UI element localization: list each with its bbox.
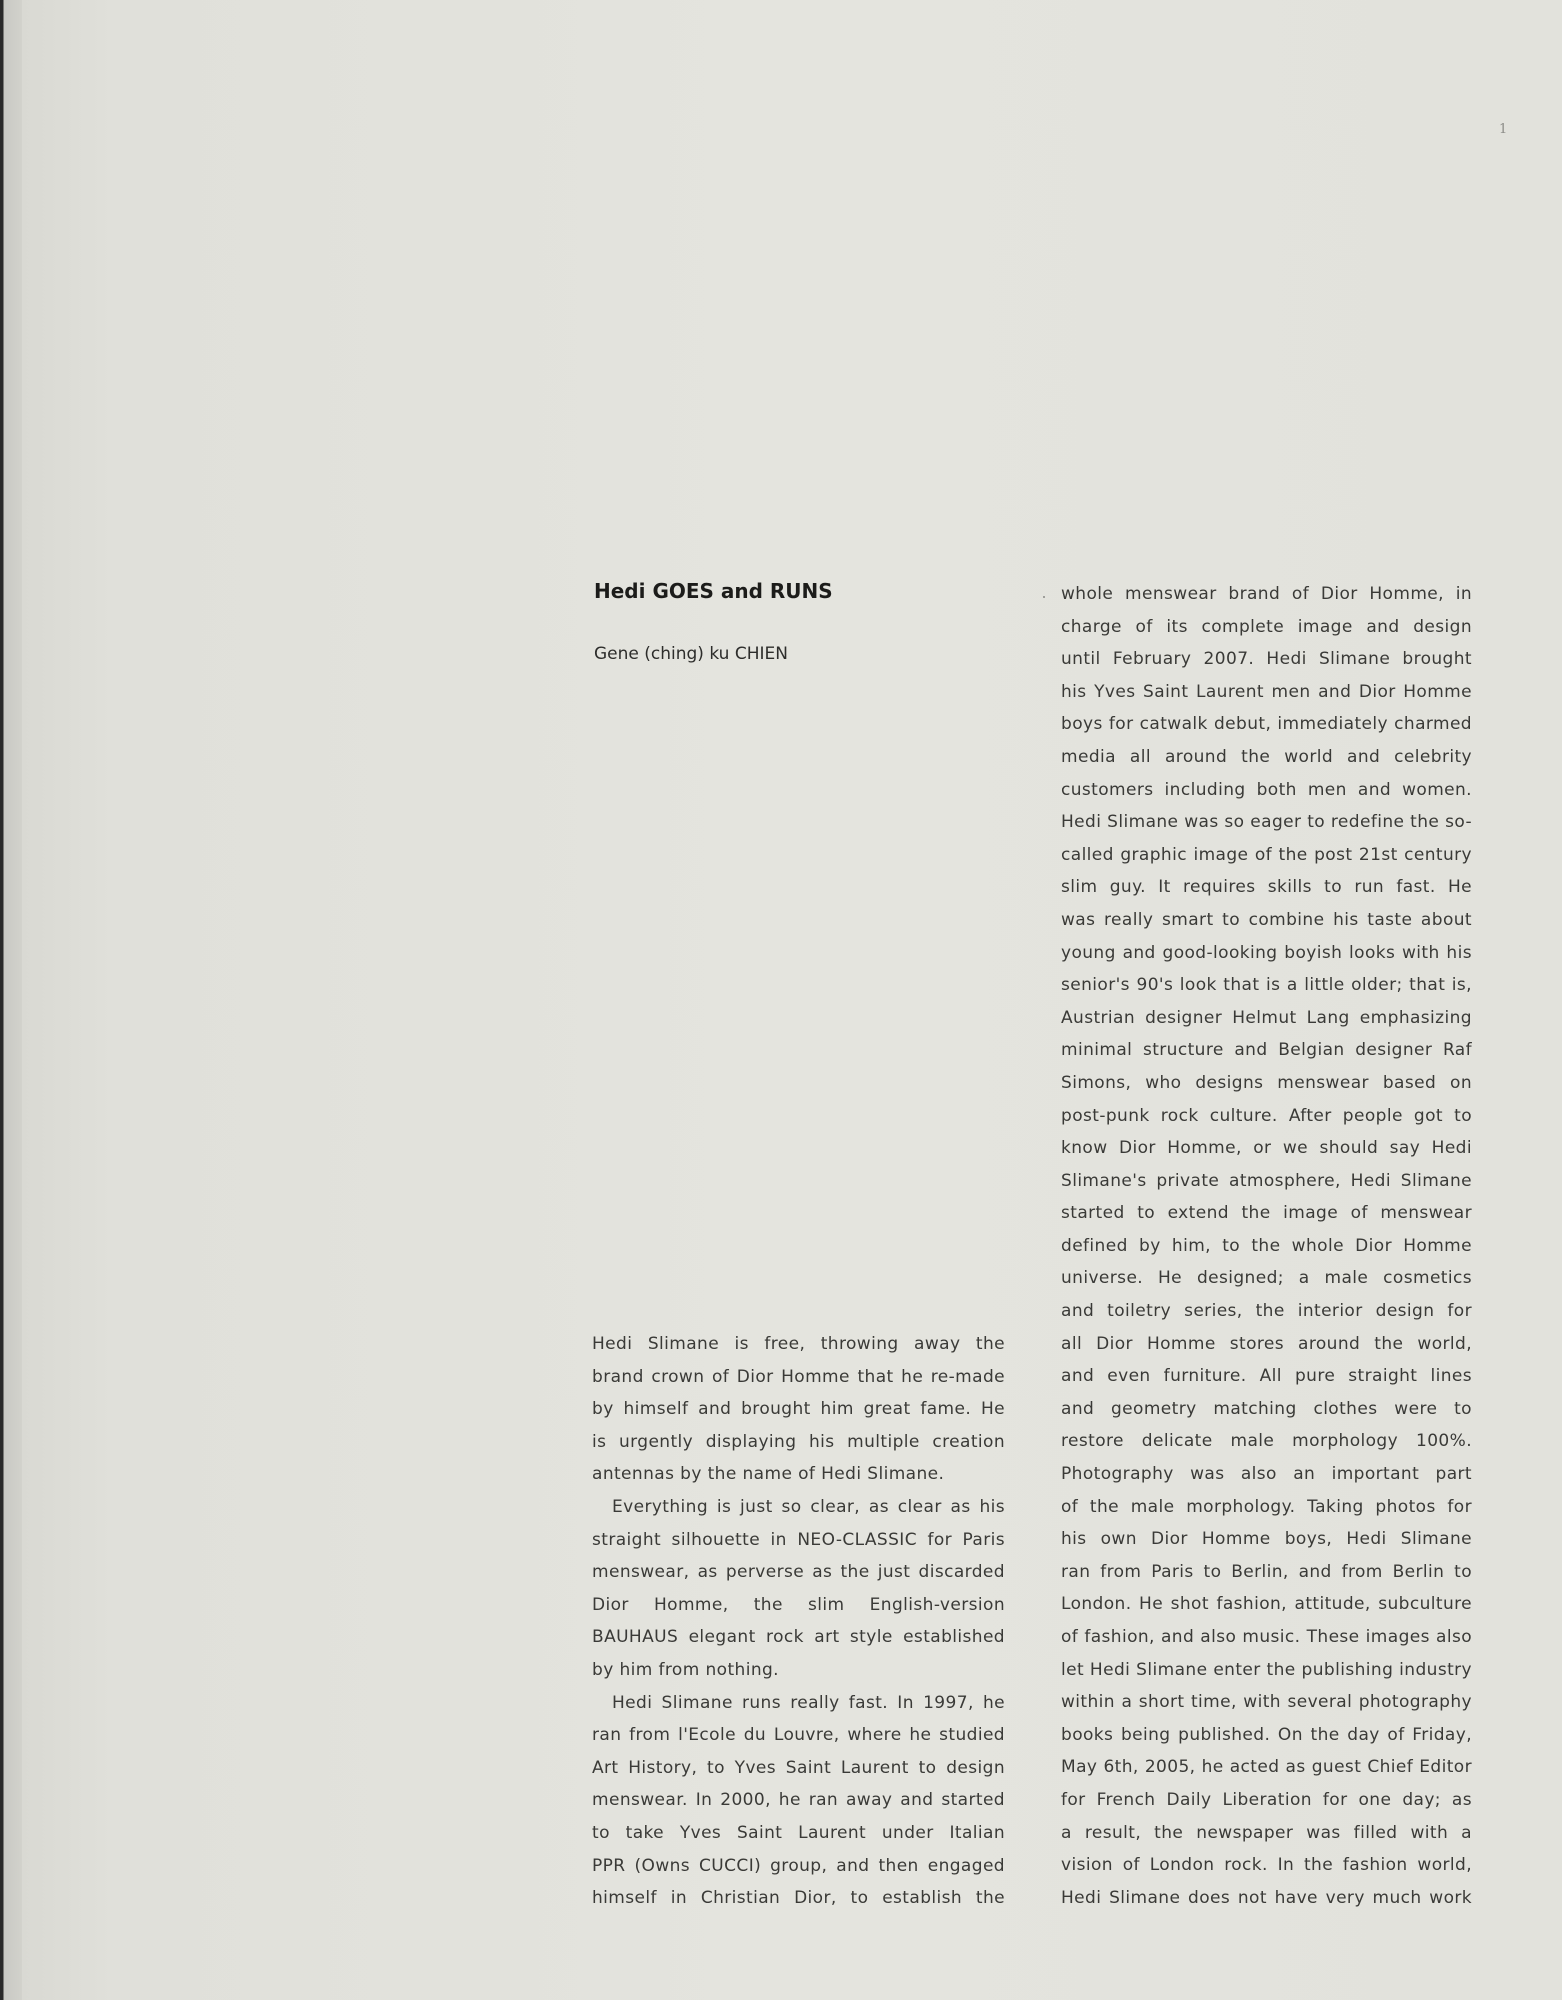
text-line: himself in Christian Dior, to establish the	[592, 1888, 1005, 1909]
text-line: charge of its complete image and design	[1061, 616, 1472, 637]
text-line: Austrian designer Helmut Lang emphasizing	[1061, 1007, 1472, 1028]
text-line: whole menswear brand of Dior Homme, in	[1061, 584, 1472, 604]
text-line: and toiletry series, the interior design for	[1061, 1301, 1472, 1322]
text-line: slim guy. It requires skills to run fast. He	[1061, 877, 1472, 898]
text-line: young and good-looking boyish looks with his	[1061, 942, 1472, 963]
stray-mark	[1043, 596, 1045, 598]
text-line: vision of London rock. In the fashion world,	[1061, 1855, 1472, 1876]
text-line: Hedi Slimane runs really fast. In 1997, he	[612, 1692, 1005, 1713]
text-line: senior's 90's look that is a little older; that is,	[1061, 975, 1472, 996]
text-line: for French Daily Liberation for one day; as	[1061, 1789, 1472, 1810]
text-line: PPR (Owns CUCCI) group, and then engaged	[592, 1855, 1005, 1876]
text-line: media all around the world and celebrity	[1061, 746, 1472, 767]
text-line: books being published. On the day of Friday,	[1061, 1724, 1472, 1745]
text-line: was really smart to combine his taste about	[1061, 909, 1472, 930]
text-line: let Hedi Slimane enter the publishing industry	[1061, 1659, 1472, 1680]
article-author: Gene (ching) ku CHIEN	[594, 644, 788, 664]
text-line: Photography was also an important part	[1061, 1464, 1472, 1485]
text-line: post-punk rock culture. After people got to	[1061, 1105, 1472, 1126]
text-line: Hedi Slimane was so eager to redefine the so-	[1061, 812, 1472, 833]
text-line: minimal structure and Belgian designer Raf	[1061, 1040, 1472, 1061]
article-title: Hedi GOES and RUNS	[594, 579, 833, 603]
text-line: within a short time, with several photography	[1061, 1692, 1472, 1713]
text-line: menswear, as perverse as the just discarded	[592, 1562, 1005, 1583]
text-line: Art History, to Yves Saint Laurent to design	[592, 1757, 1005, 1778]
text-line: his own Dior Homme boys, Hedi Slimane	[1061, 1529, 1472, 1550]
left-text-column	[592, 1328, 1005, 1915]
book-spine-edge	[0, 0, 22, 2000]
text-line: called graphic image of the post 21st century	[1061, 844, 1472, 865]
text-line: BAUHAUS elegant rock art style established	[592, 1627, 1005, 1648]
text-line: ran from l'Ecole du Louvre, where he studied	[592, 1725, 1005, 1746]
page-number: 1	[1499, 122, 1508, 137]
text-line: universe. He designed; a male cosmetics	[1061, 1268, 1472, 1289]
text-line: Dior Homme, the slim English-version	[592, 1594, 1005, 1615]
text-line: boys for catwalk debut, immediately charmed	[1061, 714, 1472, 735]
text-line: antennas by the name of Hedi Slimane.	[592, 1464, 945, 1485]
text-line: until February 2007. Hedi Slimane brought	[1061, 649, 1472, 670]
text-line: by himself and brought him great fame. He	[592, 1399, 1005, 1420]
text-line: defined by him, to the whole Dior Homme	[1061, 1235, 1472, 1256]
text-line: know Dior Homme, or we should say Hedi	[1061, 1138, 1472, 1159]
text-line: all Dior Homme stores around the world,	[1061, 1333, 1472, 1354]
text-line: May 6th, 2005, he acted as guest Chief Editor	[1061, 1757, 1472, 1778]
text-line: and geometry matching clothes were to	[1061, 1398, 1472, 1419]
text-line: restore delicate male morphology 100%.	[1061, 1431, 1472, 1452]
text-line: customers including both men and women.	[1061, 779, 1472, 800]
text-line: Hedi Slimane is free, throwing away the	[592, 1334, 1005, 1354]
text-line: his Yves Saint Laurent men and Dior Homme	[1061, 681, 1472, 702]
text-line: started to extend the image of menswear	[1061, 1203, 1472, 1224]
text-line: a result, the newspaper was filled with a	[1061, 1822, 1472, 1843]
text-line: is urgently displaying his multiple creation	[592, 1431, 1005, 1452]
text-line: of the male morphology. Taking photos for	[1061, 1496, 1472, 1517]
text-line: by him from nothing.	[592, 1659, 779, 1680]
text-line: menswear. In 2000, he ran away and started	[592, 1790, 1005, 1811]
text-line: brand crown of Dior Homme that he re-made	[592, 1366, 1005, 1387]
text-line: Everything is just so clear, as clear as his	[612, 1496, 1005, 1517]
text-line: and even furniture. All pure straight lines	[1061, 1366, 1472, 1387]
text-line: ran from Paris to Berlin, and from Berlin to	[1061, 1561, 1472, 1582]
text-line: Simons, who designs menswear based on	[1061, 1072, 1472, 1093]
text-line: to take Yves Saint Laurent under Italian	[592, 1822, 1005, 1843]
right-text-column	[1061, 578, 1472, 1914]
text-line: straight silhouette in NEO-CLASSIC for Paris	[592, 1529, 1005, 1550]
text-line: of fashion, and also music. These images also	[1061, 1627, 1472, 1647]
text-line: London. He shot fashion, attitude, subculture	[1061, 1594, 1472, 1615]
text-line: Hedi Slimane does not have very much work	[1061, 1887, 1472, 1908]
text-line: Slimane's private atmosphere, Hedi Slimane	[1061, 1170, 1472, 1191]
